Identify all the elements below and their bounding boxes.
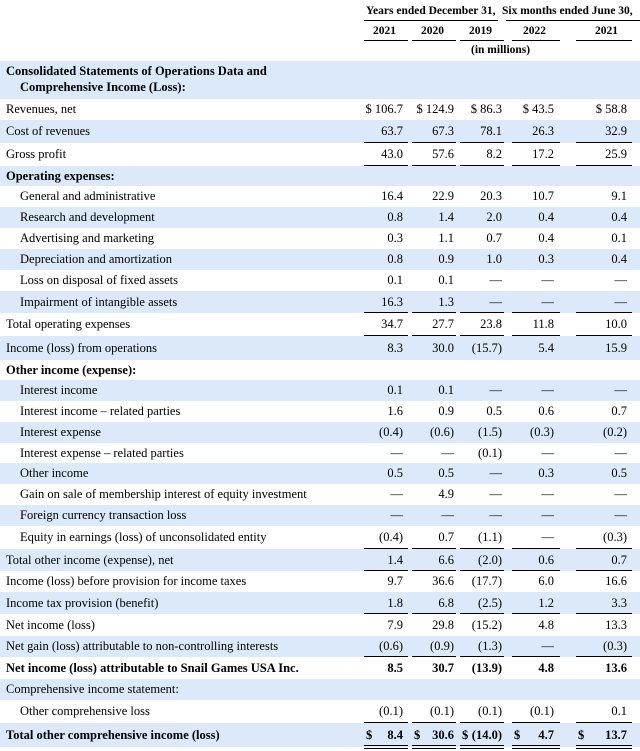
column-header-2022: 2022: [523, 25, 546, 37]
table-row: [0, 549, 640, 571]
table-cell: 0.5: [486, 404, 502, 418]
table-row: [0, 120, 640, 143]
table-cell: —: [614, 295, 627, 309]
double-underline: [576, 745, 632, 749]
table-row: [0, 207, 640, 228]
table-cell: (0.1): [430, 704, 454, 718]
table-cell: 0.9: [438, 404, 454, 418]
table-cell: $ 43.5: [522, 102, 554, 116]
row-label: Impairment of intangible assets: [20, 295, 178, 309]
table-cell: 9.7: [387, 574, 403, 588]
row-label: Interest income: [20, 383, 98, 397]
table-row: [0, 723, 640, 747]
dollar-sign: $: [414, 728, 421, 742]
row-label: Other income (expense):: [6, 363, 137, 377]
row-label: Research and development: [20, 210, 155, 224]
table-cell: 0.9: [438, 252, 454, 266]
dollar-sign: $: [462, 728, 469, 742]
row-label: Cost of revenues: [6, 124, 91, 138]
header-six-months-rule: [506, 20, 640, 21]
table-cell: 4.8: [538, 618, 554, 632]
row-label: Advertising and marketing: [20, 231, 154, 245]
table-cell: $ 86.3: [470, 102, 502, 116]
row-label: Income (loss) from operations: [6, 341, 158, 355]
table-row: [0, 336, 640, 360]
table-row: [0, 657, 640, 679]
table-row: [0, 401, 640, 422]
table-cell: —: [541, 487, 554, 501]
table-cell: —: [541, 383, 554, 397]
table-cell: 6.8: [438, 596, 454, 610]
table-cell: (2.5): [478, 596, 502, 610]
table-cell: (1.5): [478, 425, 502, 439]
table-cell: 32.9: [605, 124, 627, 138]
double-underline: [460, 745, 504, 749]
table-cell: 1.1: [438, 231, 454, 245]
table-cell: 0.7: [611, 404, 627, 418]
row-label: Depreciation and amortization: [20, 252, 173, 266]
table-cell: —: [489, 487, 502, 501]
table-cell: (0.6): [430, 425, 454, 439]
row-label: Interest expense: [20, 425, 101, 439]
table-cell: —: [614, 383, 627, 397]
table-cell: (0.1): [478, 446, 502, 460]
row-label: Total other income (expense), net: [6, 553, 174, 567]
table-cell: 10.7: [532, 189, 554, 203]
table-cell: 30.6: [432, 728, 454, 742]
table-cell: —: [441, 446, 454, 460]
table-cell: 0.4: [611, 252, 627, 266]
table-cell: (0.3): [530, 425, 554, 439]
table-cell: 0.4: [538, 231, 554, 245]
table-cell: (15.2): [471, 618, 502, 632]
section-title-line2: Comprehensive Income (Loss):: [20, 80, 186, 94]
table-row: [0, 228, 640, 249]
table-cell: $ 58.8: [595, 102, 627, 116]
row-label: Income tax provision (benefit): [6, 596, 159, 610]
row-label: Interest income – related parties: [20, 404, 181, 418]
table-cell: —: [489, 273, 502, 287]
row-label: Gross profit: [6, 147, 67, 161]
row-label: Other comprehensive loss: [20, 704, 150, 718]
table-cell: —: [489, 383, 502, 397]
table-cell: —: [614, 508, 627, 522]
table-row: [0, 143, 640, 166]
table-cell: 67.3: [432, 124, 454, 138]
table-cell: 8.5: [387, 661, 403, 675]
table-cell: 4.8: [538, 661, 554, 675]
table-row: [0, 313, 640, 336]
table-cell: (0.3): [603, 639, 627, 653]
table-cell: 34.7: [381, 317, 403, 331]
table-cell: (0.1): [530, 704, 554, 718]
table-cell: 30.7: [432, 661, 454, 675]
table-cell: 1.2: [538, 596, 554, 610]
row-label: Revenues, net: [6, 102, 77, 116]
table-cell: 2.0: [486, 210, 502, 224]
table-cell: 78.1: [480, 124, 502, 138]
table-cell: —: [541, 446, 554, 460]
row-label: Equity in earnings (loss) of unconsolidated entity: [20, 530, 267, 544]
table-cell: 13.3: [605, 618, 627, 632]
table-cell: 0.1: [438, 383, 454, 397]
column-rule-2022: [512, 40, 560, 41]
table-cell: 30.0: [432, 341, 454, 355]
table-cell: 29.8: [432, 618, 454, 632]
column-header-2020: 2020: [421, 25, 444, 37]
table-cell: (13.9): [471, 661, 502, 675]
table-cell: 13.6: [605, 661, 627, 675]
table-cell: 0.4: [611, 210, 627, 224]
column-header-2021: 2021: [373, 25, 396, 37]
table-cell: —: [541, 530, 554, 544]
table-cell: 4.7: [538, 728, 554, 742]
row-label: Other income: [20, 466, 89, 480]
table-cell: 4.9: [438, 487, 454, 501]
table-cell: 1.8: [387, 596, 403, 610]
table-cell: 1.3: [438, 295, 454, 309]
row-label: Total other comprehensive income (loss): [6, 728, 220, 742]
table-row: [0, 571, 640, 592]
table-cell: 0.8: [387, 210, 403, 224]
table-cell: (0.4): [379, 530, 403, 544]
table-cell: $ 106.7: [365, 102, 403, 116]
table-cell: (1.1): [478, 530, 502, 544]
table-cell: —: [541, 295, 554, 309]
table-row: [0, 700, 640, 723]
table-cell: 8.2: [486, 147, 502, 161]
column-rule-2020: [412, 40, 456, 41]
table-cell: (15.7): [471, 341, 502, 355]
table-cell: —: [390, 508, 403, 522]
table-cell: 23.8: [480, 317, 502, 331]
table-row: [0, 592, 640, 614]
table-cell: 0.1: [438, 273, 454, 287]
row-label: Net gain (loss) attributable to non-controlling interests: [6, 639, 279, 653]
row-label: Operating expenses:: [6, 169, 115, 183]
dollar-sign: $: [578, 728, 585, 742]
table-cell: 0.6: [538, 553, 554, 567]
table-row: [0, 360, 640, 380]
table-cell: 0.4: [538, 210, 554, 224]
table-cell: (0.9): [430, 639, 454, 653]
table-cell: —: [390, 446, 403, 460]
table-row: [0, 526, 640, 549]
row-label: Net income (loss): [6, 618, 95, 632]
table-cell: 0.3: [538, 252, 554, 266]
table-cell: 0.5: [387, 466, 403, 480]
table-cell: —: [441, 508, 454, 522]
table-cell: 6.6: [438, 553, 454, 567]
row-label: Gain on sale of membership interest of equity investment: [20, 487, 307, 501]
table-cell: (0.3): [603, 530, 627, 544]
table-cell: —: [541, 639, 554, 653]
row-label: Comprehensive income statement:: [6, 682, 179, 696]
table-cell: 0.7: [486, 231, 502, 245]
table-cell: 11.8: [532, 317, 554, 331]
column-rule-2019: [460, 40, 504, 41]
row-label: Total operating expenses: [6, 317, 131, 331]
table-cell: 25.9: [605, 147, 627, 161]
units-label: (in millions): [471, 44, 531, 56]
table-cell: 6.0: [538, 574, 554, 588]
table-cell: (0.6): [379, 639, 403, 653]
table-cell: 0.1: [611, 704, 627, 718]
table-row: [0, 484, 640, 505]
table-cell: 17.2: [532, 147, 554, 161]
table-cell: 0.5: [611, 466, 627, 480]
table-cell: 16.6: [605, 574, 627, 588]
table-cell: 8.4: [387, 728, 403, 742]
table-row: [0, 380, 640, 401]
table-cell: 9.1: [611, 189, 627, 203]
table-cell: 36.6: [432, 574, 454, 588]
row-label: Interest expense – related parties: [20, 446, 184, 460]
table-cell: 16.4: [381, 189, 403, 203]
table-cell: —: [614, 446, 627, 460]
table-cell: 27.7: [432, 317, 454, 331]
table-cell: —: [489, 466, 502, 480]
table-row: [0, 636, 640, 657]
section-title: Consolidated Statements of Operations Data and: [6, 64, 267, 78]
table-cell: 0.8: [387, 252, 403, 266]
table-row: [0, 614, 640, 636]
table-cell: 22.9: [432, 189, 454, 203]
table-cell: 1.4: [438, 210, 454, 224]
table-row: [0, 679, 640, 700]
table-row: [0, 505, 640, 526]
section-title-row: [0, 61, 640, 99]
table-cell: 1.0: [486, 252, 502, 266]
table-cell: 16.3: [381, 295, 403, 309]
table-cell: (0.1): [478, 704, 502, 718]
table-cell: (0.1): [379, 704, 403, 718]
double-underline: [512, 745, 560, 749]
table-row: [0, 186, 640, 207]
double-underline: [364, 745, 408, 749]
table-cell: 63.7: [381, 124, 403, 138]
table-row: [0, 166, 640, 186]
table-cell: 0.5: [438, 466, 454, 480]
table-cell: 43.0: [381, 147, 403, 161]
table-row: [0, 270, 640, 291]
table-cell: —: [489, 508, 502, 522]
table-row: [0, 249, 640, 270]
double-underline: [412, 745, 456, 749]
table-cell: 20.3: [480, 189, 502, 203]
table-cell: 0.6: [538, 404, 554, 418]
table-cell: 0.1: [611, 231, 627, 245]
table-cell: (1.3): [478, 639, 502, 653]
table-cell: 5.4: [538, 341, 554, 355]
table-cell: 0.1: [387, 273, 403, 287]
table-cell: 57.6: [432, 147, 454, 161]
table-cell: (0.4): [379, 425, 403, 439]
table-cell: 0.1: [387, 383, 403, 397]
table-cell: (14.0): [471, 728, 502, 742]
table-cell: 0.7: [611, 553, 627, 567]
header-six-months-group: Six months ended June 30,: [502, 5, 633, 17]
row-label: General and administrative: [20, 189, 156, 203]
table-row: [0, 443, 640, 463]
dollar-sign: $: [366, 728, 373, 742]
table-cell: $ 124.9: [416, 102, 454, 116]
table-row: [0, 422, 640, 443]
table-cell: 26.3: [532, 124, 554, 138]
dollar-sign: $: [514, 728, 521, 742]
table-cell: (2.0): [478, 553, 502, 567]
row-label: Loss on disposal of fixed assets: [20, 273, 178, 287]
table-cell: 0.7: [438, 530, 454, 544]
table-cell: —: [541, 508, 554, 522]
row-label: Income (loss) before provision for income taxes: [6, 574, 247, 588]
table-cell: —: [489, 295, 502, 309]
table-cell: 1.4: [387, 553, 403, 567]
header-years-group: Years ended December 31,: [366, 5, 496, 17]
row-label: Net income (loss) attributable to Snail Games USA Inc.: [6, 661, 299, 675]
table-cell: 0.3: [387, 231, 403, 245]
table-cell: 0.3: [538, 466, 554, 480]
table-cell: 13.7: [605, 728, 627, 742]
table-cell: 1.6: [387, 404, 403, 418]
table-row: [0, 291, 640, 313]
table-cell: 8.3: [387, 341, 403, 355]
column-header-2019: 2019: [469, 25, 492, 37]
row-label: Foreign currency transaction loss: [20, 508, 187, 522]
column-rule-2021: [364, 40, 408, 41]
table-cell: 7.9: [387, 618, 403, 632]
table-cell: 10.0: [605, 317, 627, 331]
table-cell: —: [614, 273, 627, 287]
column-rule-2021-six-months: [576, 40, 632, 41]
table-cell: 3.3: [611, 596, 627, 610]
table-cell: (17.7): [471, 574, 502, 588]
table-cell: (0.2): [603, 425, 627, 439]
table-cell: —: [390, 487, 403, 501]
table-row: [0, 99, 640, 120]
table-row: [0, 463, 640, 484]
table-cell: 15.9: [605, 341, 627, 355]
table-cell: —: [614, 487, 627, 501]
table-cell: —: [541, 273, 554, 287]
header-years-rule: [364, 20, 498, 21]
column-header-2021-six-months: 2021: [595, 25, 618, 37]
